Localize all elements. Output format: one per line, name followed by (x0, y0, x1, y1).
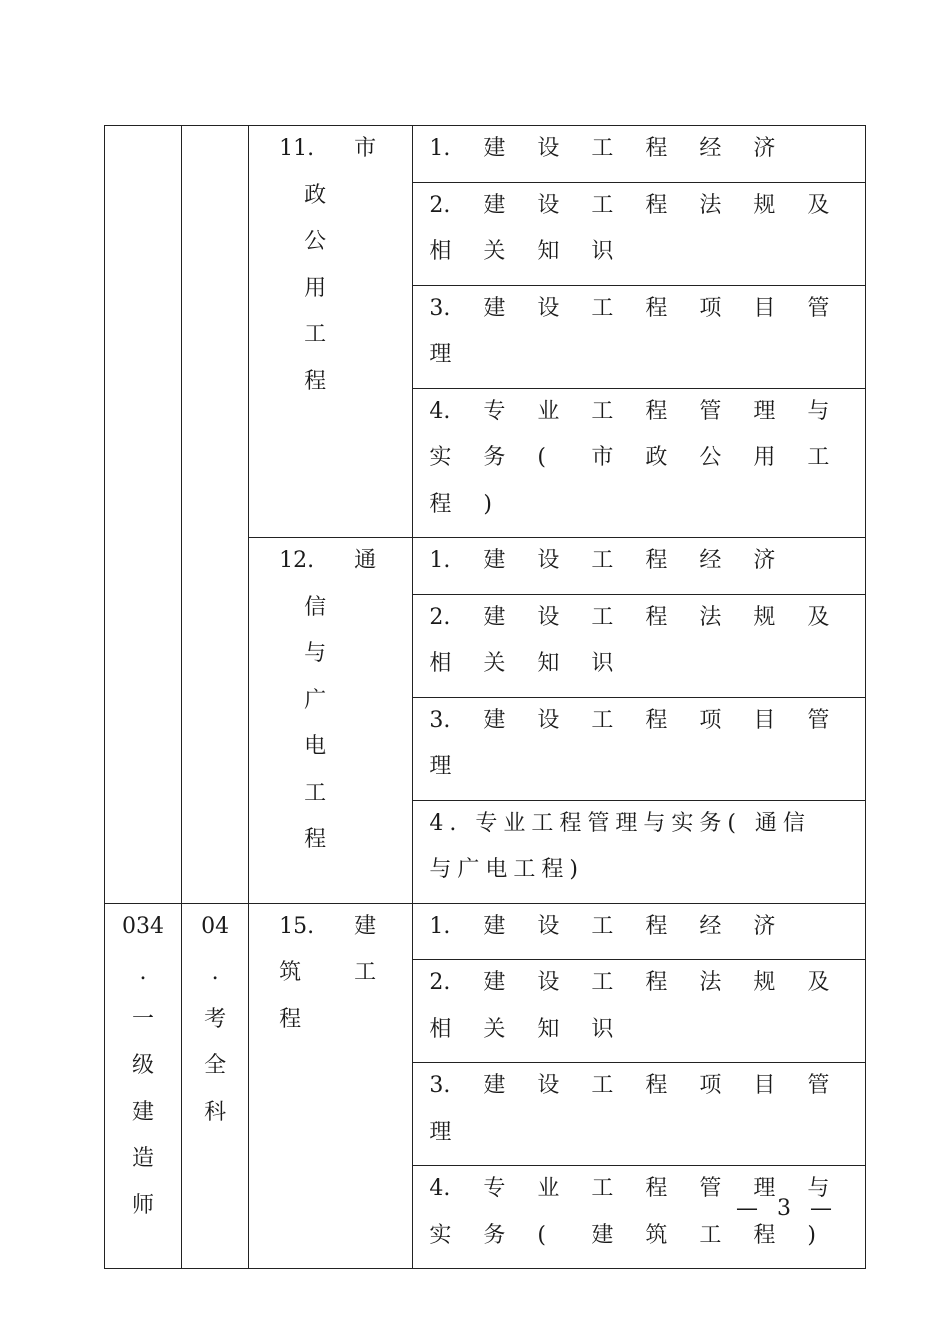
major-number: 15. (279, 913, 315, 939)
subject-cell (413, 594, 866, 697)
major-cell (249, 538, 413, 904)
major-cell (249, 903, 413, 1269)
subject-cell (413, 538, 866, 595)
subject-name (413, 904, 865, 960)
table-row (105, 126, 866, 183)
subject-cell (413, 697, 866, 800)
major-char: 市 (354, 136, 377, 161)
major-number: 11. (279, 136, 315, 161)
subject-line: 3. 建 设 工 程 项 目 管 (429, 707, 830, 733)
major-char: 通 (354, 548, 377, 573)
subject-name (413, 389, 865, 538)
subject-name (413, 960, 865, 1062)
subject-line: 与广电工程) (429, 857, 584, 882)
level-cell-empty (105, 126, 182, 904)
table-row (105, 903, 866, 960)
subject-line: 1. 建 设 工 程 经 济 (429, 548, 776, 573)
exam-type-char: 考 (204, 1006, 227, 1032)
subject-line: 理 (429, 1119, 452, 1145)
subject-name (413, 595, 865, 697)
qualification-name-char: 造 (132, 1146, 155, 1171)
subject-name (413, 538, 865, 594)
subject-name (413, 698, 865, 800)
major-char: 政 (304, 182, 327, 208)
major-name (249, 904, 412, 1053)
subject-line: 2. 建 设 工 程 法 规 及 (429, 970, 830, 995)
major-char: 用 (304, 275, 327, 301)
subject-line: 理 (429, 342, 452, 367)
qualification-name-char: 一 (132, 1006, 155, 1032)
subject-line: 3. 建 设 工 程 项 目 管 (429, 295, 830, 321)
major-char: 程 (304, 368, 327, 394)
subject-name (413, 183, 865, 285)
subject-line: 相 关 知 识 (429, 239, 614, 264)
subject-name (413, 126, 865, 182)
subject-line: 4. 专业工程管理与实务( 通信 (429, 810, 811, 836)
major-number: 12. (279, 548, 315, 573)
major-char: 建 (354, 913, 377, 939)
major-char: 信 (304, 594, 327, 620)
qualification-table (104, 125, 866, 1269)
major-char: 筑 (279, 960, 302, 985)
qualification-name (105, 904, 181, 1239)
qualification-name-char: 师 (132, 1192, 155, 1218)
subject-line: 实 务 ( 建 筑 工 程 ) (429, 1222, 816, 1248)
subject-line: 4. 专 业 工 程 管 理 与 (429, 398, 830, 424)
subject-cell (413, 960, 866, 1063)
subject-line: 相 关 知 识 (429, 1016, 614, 1042)
level-cell (105, 903, 182, 1269)
subject-cell (413, 388, 866, 538)
major-cell (249, 126, 413, 538)
major-char: 工 (304, 322, 327, 347)
major-char: 工 (354, 960, 377, 985)
subject-line: 2. 建 设 工 程 法 规 及 (429, 192, 830, 218)
qualification-name-char: 034 (122, 913, 165, 939)
subject-cell (413, 903, 866, 960)
subject-line: 3. 建 设 工 程 项 目 管 (429, 1073, 830, 1098)
qualification-name-char: 级 (132, 1053, 155, 1078)
subject-cell (413, 285, 866, 388)
subject-name (413, 1063, 865, 1165)
subject-cell (413, 182, 866, 285)
subject-cell (413, 126, 866, 183)
exam-type (182, 904, 248, 1146)
subject-line: 程 ) (429, 491, 492, 517)
subject-name (413, 286, 865, 388)
subject-line: 1. 建 设 工 程 经 济 (429, 913, 776, 939)
major-char: 程 (279, 1006, 302, 1032)
subject-name (413, 801, 865, 903)
qualification-name-char: . (139, 960, 147, 985)
major-char: 与 (304, 641, 327, 666)
exam-type-char: 04 (201, 913, 230, 939)
major-name (249, 538, 412, 873)
subject-line: 1. 建 设 工 程 经 济 (429, 136, 776, 161)
major-char: 工 (304, 780, 327, 806)
major-char: 广 (304, 687, 327, 713)
page-number: — 3 — (736, 1196, 838, 1221)
subject-line: 理 (429, 754, 452, 779)
subject-cell (413, 1063, 866, 1166)
exam-type-cell-empty (182, 126, 249, 904)
major-name (249, 126, 412, 414)
major-char: 公 (304, 229, 327, 254)
exam-type-cell (182, 903, 249, 1269)
major-char: 程 (304, 827, 327, 852)
exam-type-char: . (211, 960, 219, 985)
subject-line: 相 关 知 识 (429, 651, 614, 676)
exam-type-char: 全 (204, 1053, 227, 1078)
qualification-name-char: 建 (132, 1099, 155, 1125)
subject-line: 实 务 ( 市 政 公 用 工 (429, 445, 830, 470)
major-char: 电 (304, 734, 327, 759)
subject-line: 4. 专 业 工 程 管 理 与 (429, 1176, 830, 1201)
exam-type-char: 科 (204, 1099, 227, 1125)
subject-line: 2. 建 设 工 程 法 规 及 (429, 604, 830, 630)
subject-cell (413, 800, 866, 903)
